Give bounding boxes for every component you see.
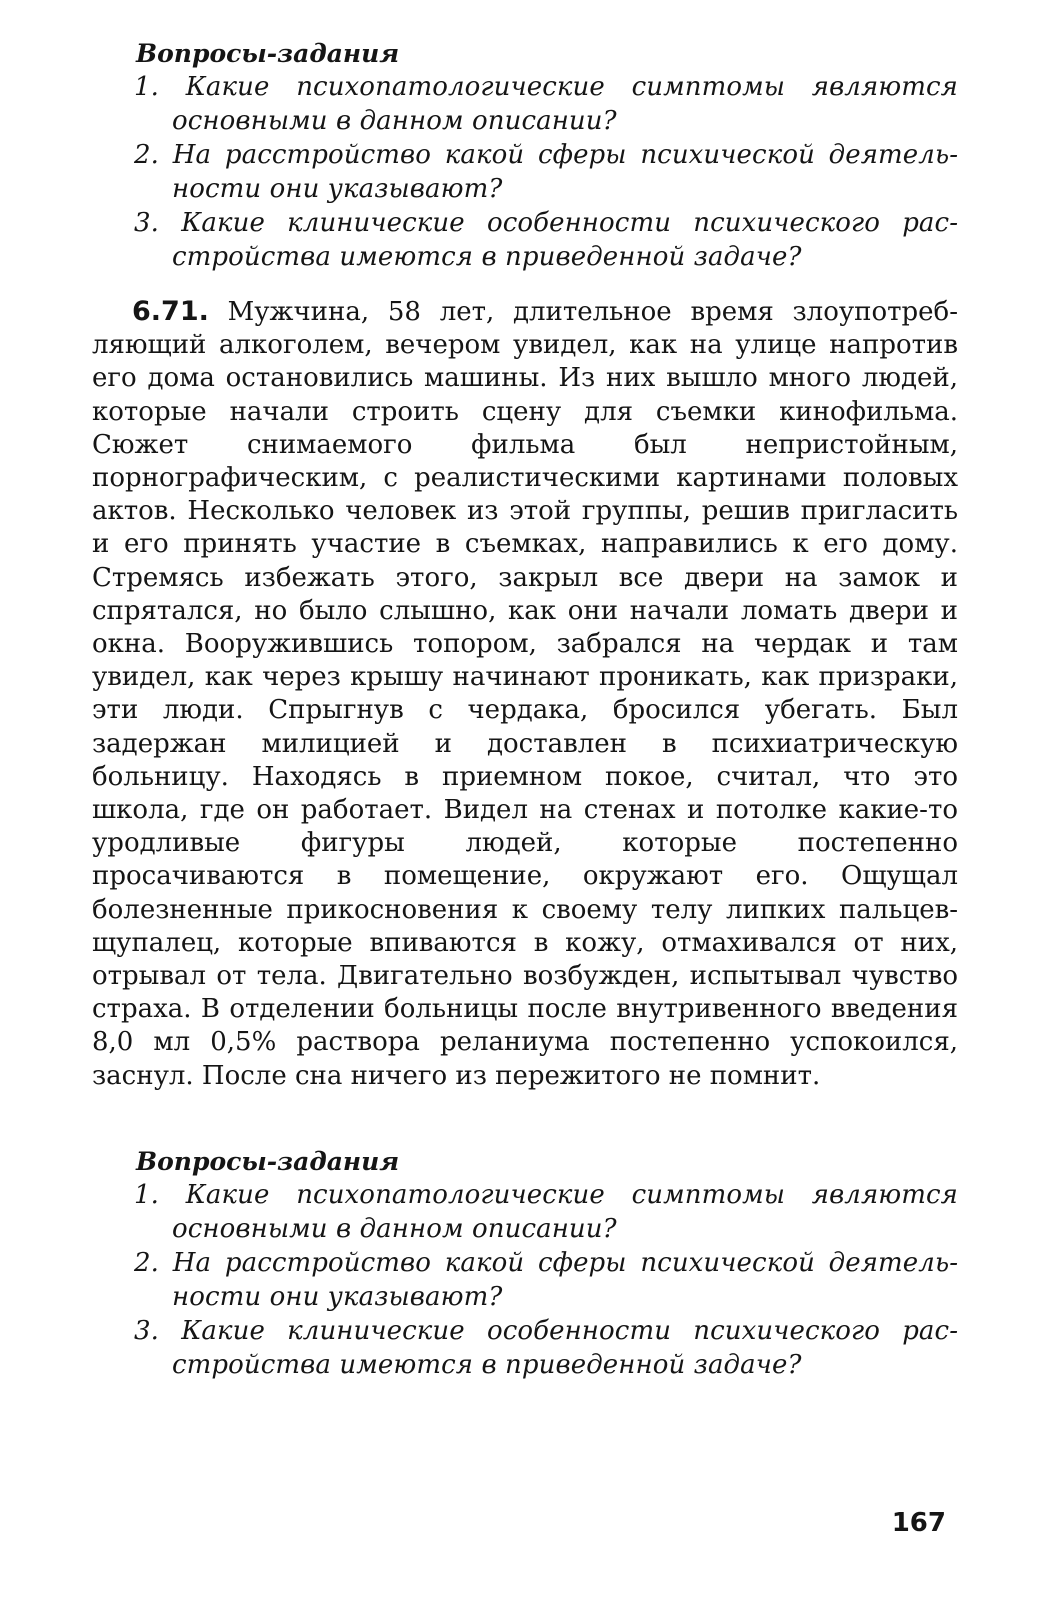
question-item: 3. Какие клинические особенности психического расстройства имеются в приведенной задаче?	[134, 1316, 958, 1380]
case-text: Мужчина, 58 лет, длительное время злоупотребляющий алкоголем, вечером увидел, как на улице напротив его дома остановились машины. Из них вышло много людей, которые начали строить сцену для съемки кинофильма. Сюжет снимаемого фильма был непристойным, порнографическим, с реалистическими картинами половых актов. Несколько человек из этой группы, решив пригласить и его принять участие в съемках, направились к его дому. Стремясь избежать этого, закрыл все двери на замок и спрятался, но было слышно, как они начали ломать двери и окна. Вооружившись топором, забрался на чердак и там увидел, как через крышу начинают проникать, как призраки, эти люди. Спрыгнув с чердака, бросился убегать. Был задержан милицией и доставлен в психиатрическую больницу. Находясь в приемном покое, считал, что это школа, где он работает. Видел на стенах и потолке какие-то уродливые фигуры людей, которые постепенно просачиваются в помещение, окружают его. Ощущал болезненные прикосновения к своему телу липких пальцев-щупалец, которые впиваются в кожу, отмахивался от них, отрывал от тела. Двигательно возбужден, испытывал чувство страха. В отделении больницы после внутривенного введения 8,0 мл 0,5% раствора реланиума постепенно успокоился, заснул. После сна ничего из пережитого не помнит.	[92, 297, 958, 1091]
question-item: 1. Какие психопатологические симптомы являются основными в данном описании?	[134, 1180, 958, 1244]
question-item: 2. На расстройство какой сферы психической деятельности они указывают?	[134, 1248, 958, 1312]
question-item: 1. Какие психопатологические симптомы являются основными в данном описании?	[134, 72, 958, 136]
case-paragraph	[92, 295, 958, 1093]
questions-heading: Вопросы-задания	[136, 39, 400, 68]
questions-list	[92, 1178, 958, 1382]
case-number: 6.71.	[132, 296, 209, 327]
questions-list	[92, 70, 958, 274]
questions-block-top	[92, 38, 958, 274]
case-block	[92, 295, 958, 1093]
question-item: 2. На расстройство какой сферы психической деятельности они указывают?	[134, 140, 958, 204]
question-item: 3. Какие клинические особенности психического расстройства имеются в приведенной задаче?	[134, 208, 958, 272]
questions-heading: Вопросы-задания	[136, 1147, 400, 1176]
questions-block-bottom	[92, 1146, 958, 1382]
page-number: 167	[891, 1508, 946, 1538]
